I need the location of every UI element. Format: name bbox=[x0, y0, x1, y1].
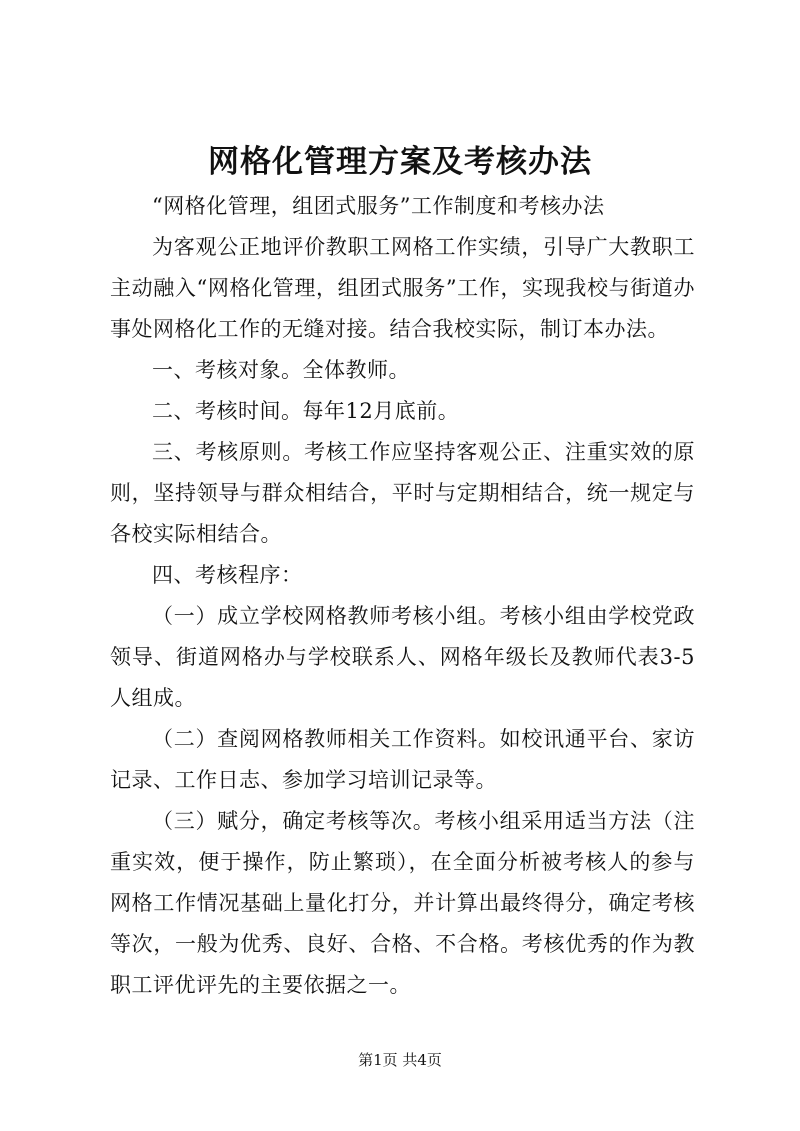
document-body bbox=[110, 186, 695, 1006]
section-target-paragraph: 一、考核对象。全体教师。 bbox=[152, 358, 410, 382]
procedure-step-2: （二）查阅网格教师相关工作资料。如校讯通平台、家访记录、工作日志、参加学习培训记录等。 bbox=[110, 727, 695, 792]
document-title: 网格化管理方案及考核办法 bbox=[208, 144, 592, 180]
procedure-step-1: （一）成立学校网格教师考核小组。考核小组由学校党政领导、街道网格办与学校联系人、网格年级长及教师代表3-5人组成。 bbox=[110, 604, 695, 710]
procedure-step-3: （三）赋分，确定考核等次。考核小组采用适当方法（注重实效，便于操作，防止繁琐），在全面分析被考核人的参与网格工作情况基础上量化打分，并计算出最终得分，确定考核等次，一般为优秀、良好、合格、不合格。考核优秀的作为教职工评优评先的主要依据之一。 bbox=[110, 809, 695, 997]
page-footer: 第1页 共4页 bbox=[358, 1051, 442, 1069]
section-principle-paragraph: 三、考核原则。考核工作应坚持客观公正、注重实效的原则，坚持领导与群众相结合，平时与定期相结合，统一规定与各校实际相结合。 bbox=[110, 440, 695, 546]
intro-paragraph: 为客观公正地评价教职工网格工作实绩，引导广大教职工主动融入“网格化管理，组团式服务”工作，实现我校与街道办事处网格化工作的无缝对接。结合我校实际，制订本办法。 bbox=[110, 235, 695, 341]
section-procedure-heading: 四、考核程序： bbox=[152, 563, 303, 587]
subtitle-paragraph: “网格化管理，组团式服务”工作制度和考核办法 bbox=[152, 194, 605, 218]
section-time-paragraph: 二、考核时间。每年12月底前。 bbox=[152, 399, 460, 423]
